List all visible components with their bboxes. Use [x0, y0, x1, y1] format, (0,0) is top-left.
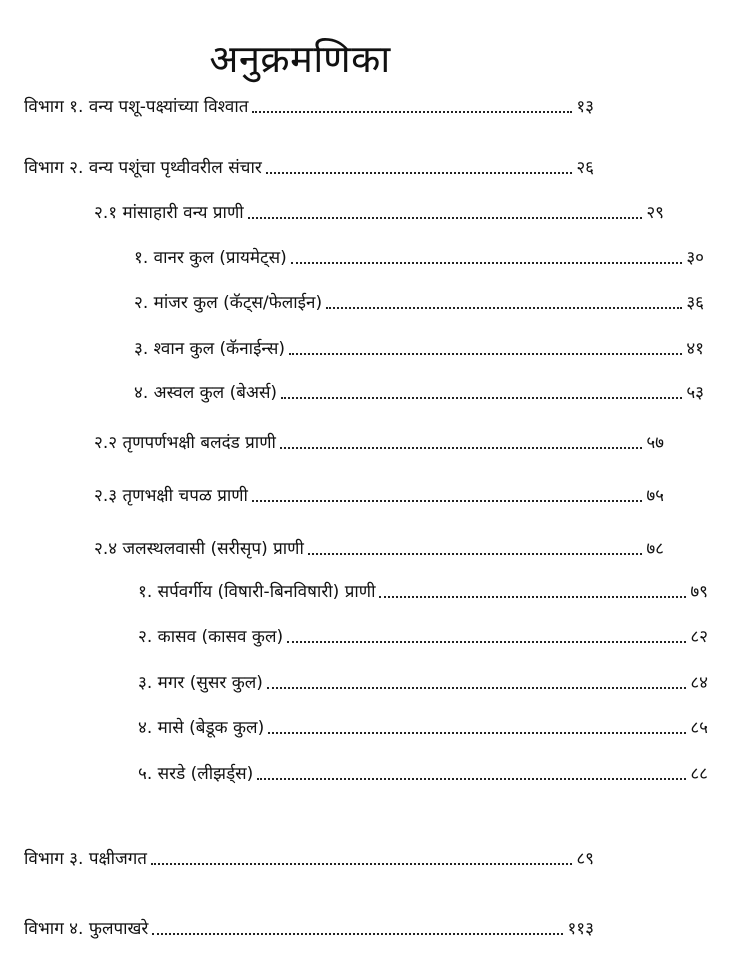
dot-leader	[281, 397, 682, 399]
dot-leader	[252, 500, 642, 502]
toc-entry-title: २.४ जलस्थलवासी (सरीसृप) प्राणी	[94, 539, 304, 559]
dot-leader	[268, 732, 686, 734]
dot-leader	[308, 553, 642, 555]
toc-entry[interactable]	[0, 622, 738, 652]
toc-page-number: ८८	[690, 764, 708, 784]
dot-leader	[151, 863, 572, 865]
toc-page-number: ४१	[686, 339, 704, 359]
toc-page-number: ३६	[686, 293, 704, 313]
toc-entry[interactable]	[0, 481, 694, 511]
dot-leader	[257, 778, 686, 780]
toc-page-number: ७९	[690, 582, 708, 602]
toc-page-number: १३	[576, 97, 594, 117]
toc-entry-title: १. वानर कुल (प्रायमेट्स)	[134, 248, 287, 268]
toc-entry-title: विभाग १. वन्य पशू-पक्ष्यांच्या विश्वात	[24, 97, 249, 117]
dot-leader	[287, 641, 686, 643]
toc-page-number: ३०	[686, 248, 704, 268]
toc-page-number: ५३	[686, 383, 704, 403]
dot-leader	[326, 307, 682, 309]
toc-entry[interactable]	[0, 334, 734, 364]
dot-leader	[379, 596, 686, 598]
toc-page-number: २६	[576, 158, 594, 178]
toc-page-number: ७८	[646, 539, 664, 559]
toc-entry-title: ३. श्वान कुल (कॅनाईन्स)	[134, 339, 286, 359]
toc-page-number: ८५	[690, 718, 708, 738]
toc-page-number: ५७	[646, 433, 664, 453]
toc-entry[interactable]	[0, 844, 624, 874]
toc-entry[interactable]	[0, 378, 734, 408]
toc-page-number: ८९	[576, 849, 594, 869]
toc-entry[interactable]	[0, 92, 624, 122]
dot-leader	[266, 172, 572, 174]
dot-leader	[152, 933, 563, 935]
dot-leader	[289, 353, 682, 355]
toc-entry-title: ४. मासे (बेडूक कुल)	[138, 718, 265, 738]
toc-entry-title: ४. अस्वल कुल (बेअर्स)	[134, 383, 278, 403]
toc-entry[interactable]	[0, 713, 738, 743]
toc-page-number: २९	[646, 203, 664, 223]
toc-entry-title: विभाग ४. फुलपाखरे	[24, 919, 149, 939]
dot-leader	[248, 217, 643, 219]
page-title: अनुक्रमणिका	[209, 37, 391, 82]
toc-entry[interactable]	[0, 428, 694, 458]
dot-leader	[267, 687, 686, 689]
toc-page-number: ७५	[646, 486, 664, 506]
toc-entry[interactable]	[0, 153, 624, 183]
toc-page-number: ११३	[567, 919, 594, 939]
toc-entry[interactable]	[0, 668, 738, 698]
toc-entry-title: २.३ तृणभक्षी चपळ प्राणी	[94, 486, 248, 506]
toc-entry-title: २.१ मांसाहारी वन्य प्राणी	[94, 203, 244, 223]
toc-entry[interactable]	[0, 243, 734, 273]
toc-entry[interactable]	[0, 198, 694, 228]
toc-entry[interactable]	[0, 914, 624, 944]
dot-leader	[280, 447, 642, 449]
toc-entry-title: २. कासव (कासव कुल)	[138, 627, 284, 647]
toc-entry[interactable]	[0, 577, 738, 607]
toc-entry[interactable]	[0, 534, 694, 564]
toc-entry[interactable]	[0, 288, 734, 318]
toc-entry-title: ३. मगर (सुसर कुल)	[138, 673, 263, 693]
toc-entry-title: १. सर्पवर्गीय (विषारी-बिनविषारी) प्राणी	[138, 582, 376, 602]
dot-leader	[291, 262, 683, 264]
dot-leader	[252, 111, 572, 113]
toc-page-number: ८४	[690, 673, 708, 693]
toc-entry-title: २. मांजर कुल (कॅट्स/फेलाईन)	[134, 293, 323, 313]
toc-page-number: ८२	[690, 627, 708, 647]
toc-entry[interactable]	[0, 759, 738, 789]
toc-entry-title: २.२ तृणपर्णभक्षी बलदंड प्राणी	[94, 433, 276, 453]
toc-entry-title: विभाग ३. पक्षीजगत	[24, 849, 147, 869]
toc-entry-title: ५. सरडे (लीझर्ड्स)	[138, 764, 254, 784]
toc-entry-title: विभाग २. वन्य पशूंचा पृथ्वीवरील संचार	[24, 158, 262, 178]
